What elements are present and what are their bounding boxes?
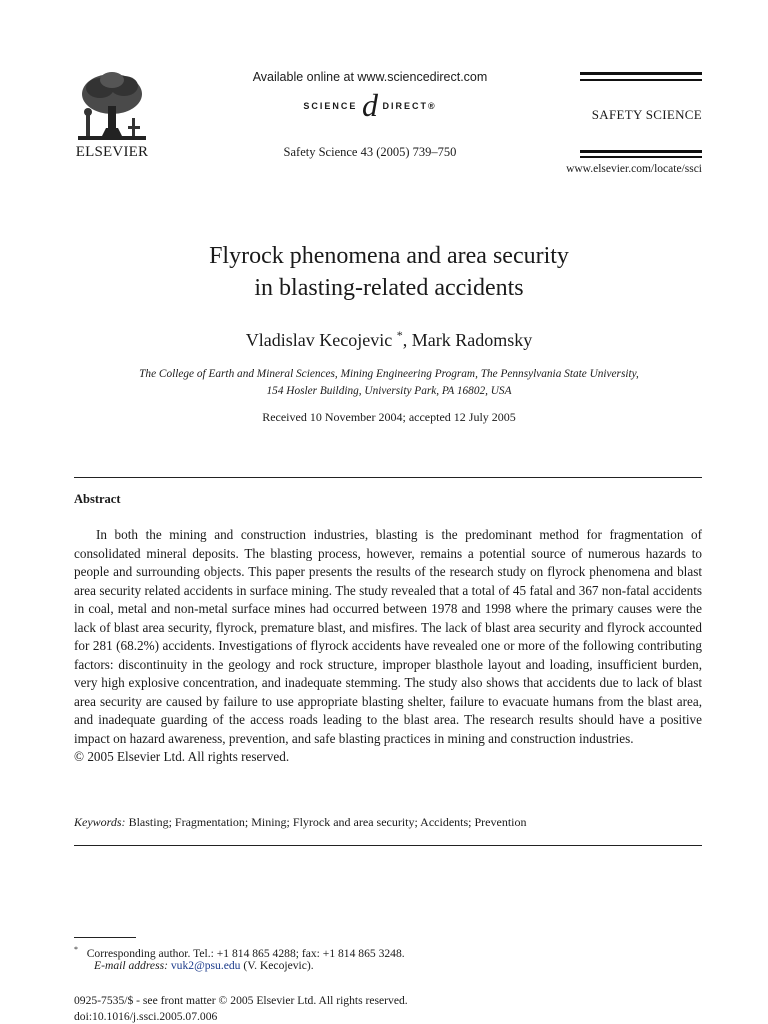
footnote-corresponding-text: Corresponding author. Tel.: +1 814 865 4288; fax: +1 814 865 3248. — [86, 946, 405, 960]
footnote-rule — [74, 937, 136, 938]
publisher-name: ELSEVIER — [75, 144, 149, 160]
sciencedirect-left: SCIENCE — [303, 101, 358, 111]
title-line-2: in blasting-related accidents — [254, 275, 524, 301]
email-label: E-mail address: — [94, 959, 168, 972]
affiliation — [74, 366, 704, 400]
available-online-text: Available online at www.sciencedirect.com — [252, 70, 488, 84]
title-line-1: Flyrock phenomena and area security — [209, 243, 569, 269]
footnote-mark: * — [74, 945, 78, 954]
doi-line[interactable]: doi:10.1016/j.ssci.2005.07.006 — [74, 1010, 218, 1023]
journal-url[interactable]: www.elsevier.com/locate/ssci — [566, 163, 702, 175]
affiliation-line-1: The College of Earth and Mineral Sciences, Mining Engineering Program, The Pennsylvania State University, — [139, 368, 639, 380]
author-1: Vladislav Kecojevic — [245, 330, 393, 350]
email-link[interactable]: vuk2@psu.edu — [170, 959, 241, 972]
affiliation-line-2: 154 Hosler Building, University Park, PA 16802, USA — [266, 385, 512, 397]
keywords-list: Blasting; Fragmentation; Mining; Flyrock and area security; Accidents; Prevention — [128, 815, 527, 829]
elsevier-tree-icon — [72, 70, 152, 144]
sciencedirect-at-icon: d — [361, 86, 378, 123]
journal-rule-top-thin — [580, 79, 702, 81]
abstract-rule-bottom — [74, 845, 702, 846]
abstract-body — [74, 526, 702, 767]
issn-line: 0925-7535/$ - see front matter © 2005 Elsevier Ltd. All rights reserved. — [74, 994, 408, 1007]
registered-mark: ® — [427, 101, 437, 111]
sciencedirect-logo — [240, 86, 500, 123]
journal-rule-bottom-thick — [580, 150, 702, 153]
author-2: Mark Radomsky — [411, 330, 533, 350]
keywords-label: Keywords: — [74, 815, 126, 829]
article-title — [84, 240, 694, 304]
corresponding-author-mark[interactable]: * — [396, 328, 403, 342]
keywords — [74, 815, 702, 830]
author-separator: , — [402, 330, 412, 350]
email-suffix: (V. Kecojevic). — [240, 959, 314, 972]
abstract-text: In both the mining and construction industries, blasting is the predominant method for fragmentation of consolidated mineral deposits. The blasting process, however, remains a potential source of numerous hazards to people and surrounding objects. This paper presents the results of the research study on flyrock phenomena and blast area security related accidents in surface mining. The study revealed that a total of 45 fatal and 367 non-fatal accidents in coal, metal and non-metal surface mines had occurred between 1978 and 1998 where the primary causes were the lack of blast area security, flyrock, premature blast, and misfires. The lack of blast area security and flyrock accounted for 281 (68.2%) accidents. Investigations of flyrock accidents have revealed one or more of the following contributing factors: discontinuity in the geology and rock structure, improper blasthole layout and loading, insufficient burden, very high explosive concentration, and inadequate stemming. The study also shows that accidents due to lack of blast area security are caused by failure to use appropriate blasting shelter, failure to evacuate humans from the blast area, and inadequate guarding of the access roads leading to the blast area. The research results should have a positive impact on hazard awareness, prevention, and safe blasting practices in mining and construction industries. — [74, 527, 702, 746]
journal-name: SAFETY SCIENCE — [591, 107, 702, 122]
elsevier-logo — [72, 70, 152, 162]
abstract-rule-top — [74, 477, 702, 478]
sciencedirect-right: DIRECT — [382, 101, 428, 111]
footnote-email — [94, 958, 314, 974]
received-dates: Received 10 November 2004; accepted 12 July 2005 — [262, 410, 516, 424]
abstract-copyright: © 2005 Elsevier Ltd. All rights reserved. — [74, 749, 290, 764]
abstract-heading: Abstract — [74, 492, 121, 506]
journal-rule-bottom-thin — [580, 156, 702, 158]
journal-citation: Safety Science 43 (2005) 739–750 — [283, 145, 457, 159]
journal-rule-top-thick — [580, 72, 702, 75]
author-list — [84, 328, 694, 351]
